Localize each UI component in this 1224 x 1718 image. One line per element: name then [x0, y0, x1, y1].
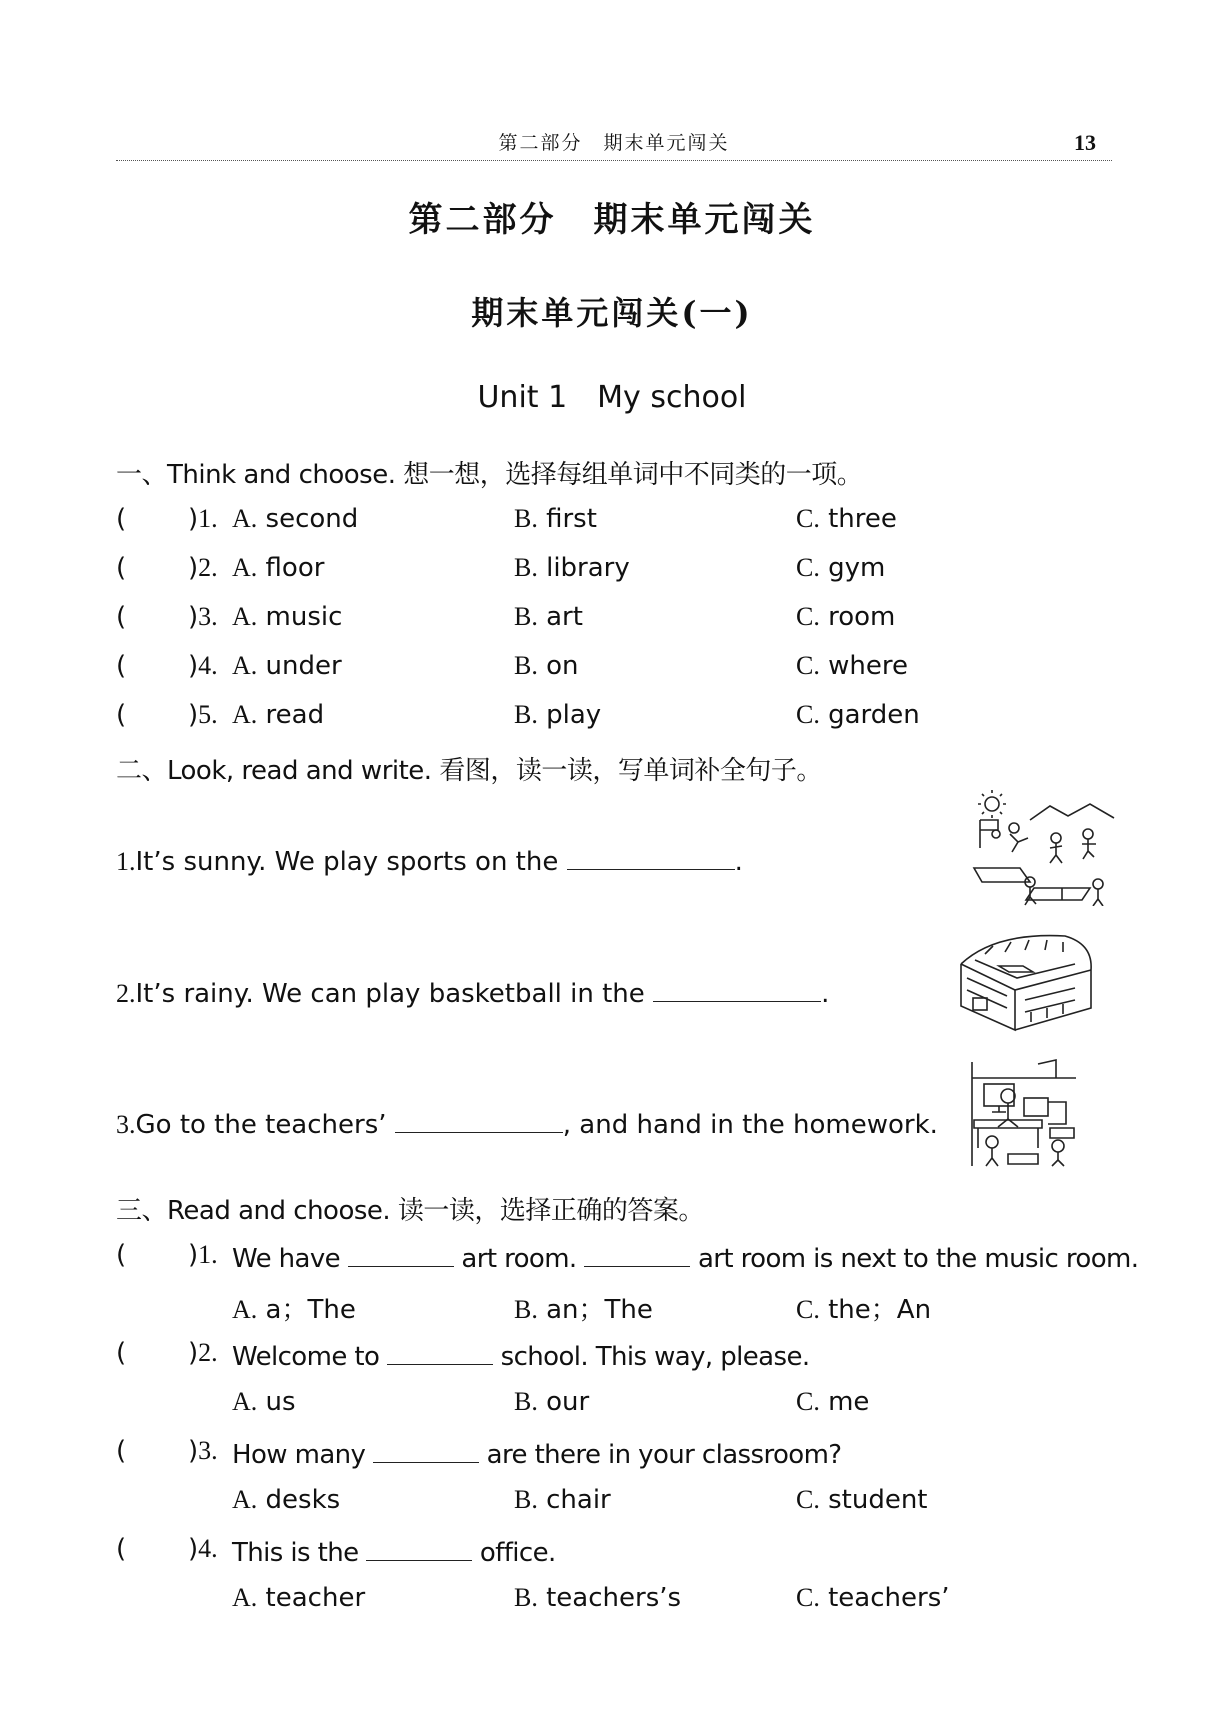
fill-blank[interactable]	[584, 1240, 690, 1267]
s1-question-3	[116, 602, 1116, 642]
option-a: A. us	[232, 1387, 296, 1417]
running-title: 第二部分 期末单元闯关	[498, 132, 730, 154]
answer-paren-close: )1.	[188, 504, 218, 534]
fill-blank[interactable]	[348, 1240, 454, 1267]
s3-options-3	[116, 1485, 1116, 1525]
option-b: B. art	[514, 602, 583, 632]
answer-paren-open: (	[116, 602, 127, 632]
answer-paren-close: )1.	[188, 1240, 218, 1270]
s3-question-1	[116, 1240, 1139, 1280]
s1-question-1	[116, 504, 1116, 544]
part-title: 第二部分 期末单元闯关	[408, 200, 816, 240]
answer-paren-open: (	[116, 553, 127, 583]
page-number: 13	[1074, 130, 1096, 155]
fill-blank[interactable]	[387, 1338, 493, 1365]
answer-paren-open: (	[116, 700, 127, 730]
unit-title: Unit 1 My school	[477, 380, 747, 415]
fill-blank[interactable]	[567, 843, 735, 870]
option-c: C. room	[796, 602, 896, 632]
answer-paren-open: (	[116, 504, 127, 534]
s2-sentence-3: 3.Go to the teachers’ , and hand in the homework.	[116, 1106, 938, 1140]
answer-paren-close: )2.	[188, 1338, 218, 1368]
option-b: B. play	[514, 700, 602, 730]
answer-paren-open: (	[116, 651, 127, 681]
fill-blank[interactable]	[653, 975, 821, 1002]
option-a: A. music	[232, 602, 343, 632]
answer-paren-close: )3.	[188, 1436, 218, 1466]
option-a: A. a；The	[232, 1295, 356, 1325]
playground-picture	[970, 790, 1116, 906]
s3-options-2	[116, 1387, 1116, 1427]
section1-heading: 一、Think and choose. 想一想，选择每组单词中不同类的一项。	[116, 460, 863, 490]
answer-paren-open: (	[116, 1338, 127, 1368]
option-c: C. where	[796, 651, 908, 681]
answer-paren-open: (	[116, 1436, 127, 1466]
option-b: B. an；The	[514, 1295, 653, 1325]
answer-paren-open: (	[116, 1240, 127, 1270]
gym-picture	[955, 930, 1097, 1042]
question-stem: How many are there in your classroom?	[232, 1436, 842, 1470]
option-c: C. me	[796, 1387, 870, 1417]
option-c: C. gym	[796, 553, 886, 583]
option-b: B. first	[514, 504, 597, 534]
s1-question-5	[116, 700, 1116, 740]
option-b: B. our	[514, 1387, 590, 1417]
test-title: 期末单元闯关(一)	[471, 294, 753, 332]
option-c: C. the；An	[796, 1295, 932, 1325]
s3-question-3	[116, 1436, 1116, 1476]
s3-options-4	[116, 1583, 1116, 1623]
option-c: C. garden	[796, 700, 920, 730]
option-b: B. chair	[514, 1485, 611, 1515]
option-b: B. teachers’s	[514, 1583, 682, 1613]
fill-blank[interactable]	[373, 1436, 479, 1463]
s3-question-2	[116, 1338, 1116, 1378]
question-stem: Welcome to school. This way, please.	[232, 1338, 810, 1372]
s1-question-4	[116, 651, 1116, 691]
s2-sentence-1: 1.It’s sunny. We play sports on the .	[116, 843, 743, 877]
answer-paren-open: (	[116, 1534, 127, 1564]
option-c: C. three	[796, 504, 897, 534]
option-b: B. on	[514, 651, 579, 681]
option-c: C. teachers’	[796, 1583, 950, 1613]
answer-paren-close: )4.	[188, 651, 218, 681]
fill-blank[interactable]	[395, 1106, 563, 1133]
s1-question-2	[116, 553, 1116, 593]
section2-heading: 二、Look, read and write. 看图，读一读，写单词补全句子。	[116, 756, 822, 786]
option-a: A. teacher	[232, 1583, 366, 1613]
running-header	[116, 124, 1112, 161]
office-picture	[968, 1058, 1080, 1170]
option-a: A. desks	[232, 1485, 341, 1515]
s2-sentence-2: 2.It’s rainy. We can play basketball in the .	[116, 975, 829, 1009]
s3-question-4	[116, 1534, 1116, 1574]
answer-paren-close: )2.	[188, 553, 218, 583]
option-b: B. library	[514, 553, 630, 583]
option-a: A. second	[232, 504, 359, 534]
section3-heading: 三、Read and choose. 读一读，选择正确的答案。	[116, 1196, 704, 1226]
answer-paren-close: )5.	[188, 700, 218, 730]
answer-paren-close: )3.	[188, 602, 218, 632]
option-a: A. floor	[232, 553, 325, 583]
option-c: C. student	[796, 1485, 928, 1515]
option-a: A. under	[232, 651, 342, 681]
answer-paren-close: )4.	[188, 1534, 218, 1564]
s3-options-1	[116, 1289, 1116, 1329]
fill-blank[interactable]	[366, 1534, 472, 1561]
option-a: A. read	[232, 700, 325, 730]
question-stem: This is the office.	[232, 1534, 556, 1568]
question-stem: We have art room. art room is next to the music room.	[232, 1240, 1138, 1274]
